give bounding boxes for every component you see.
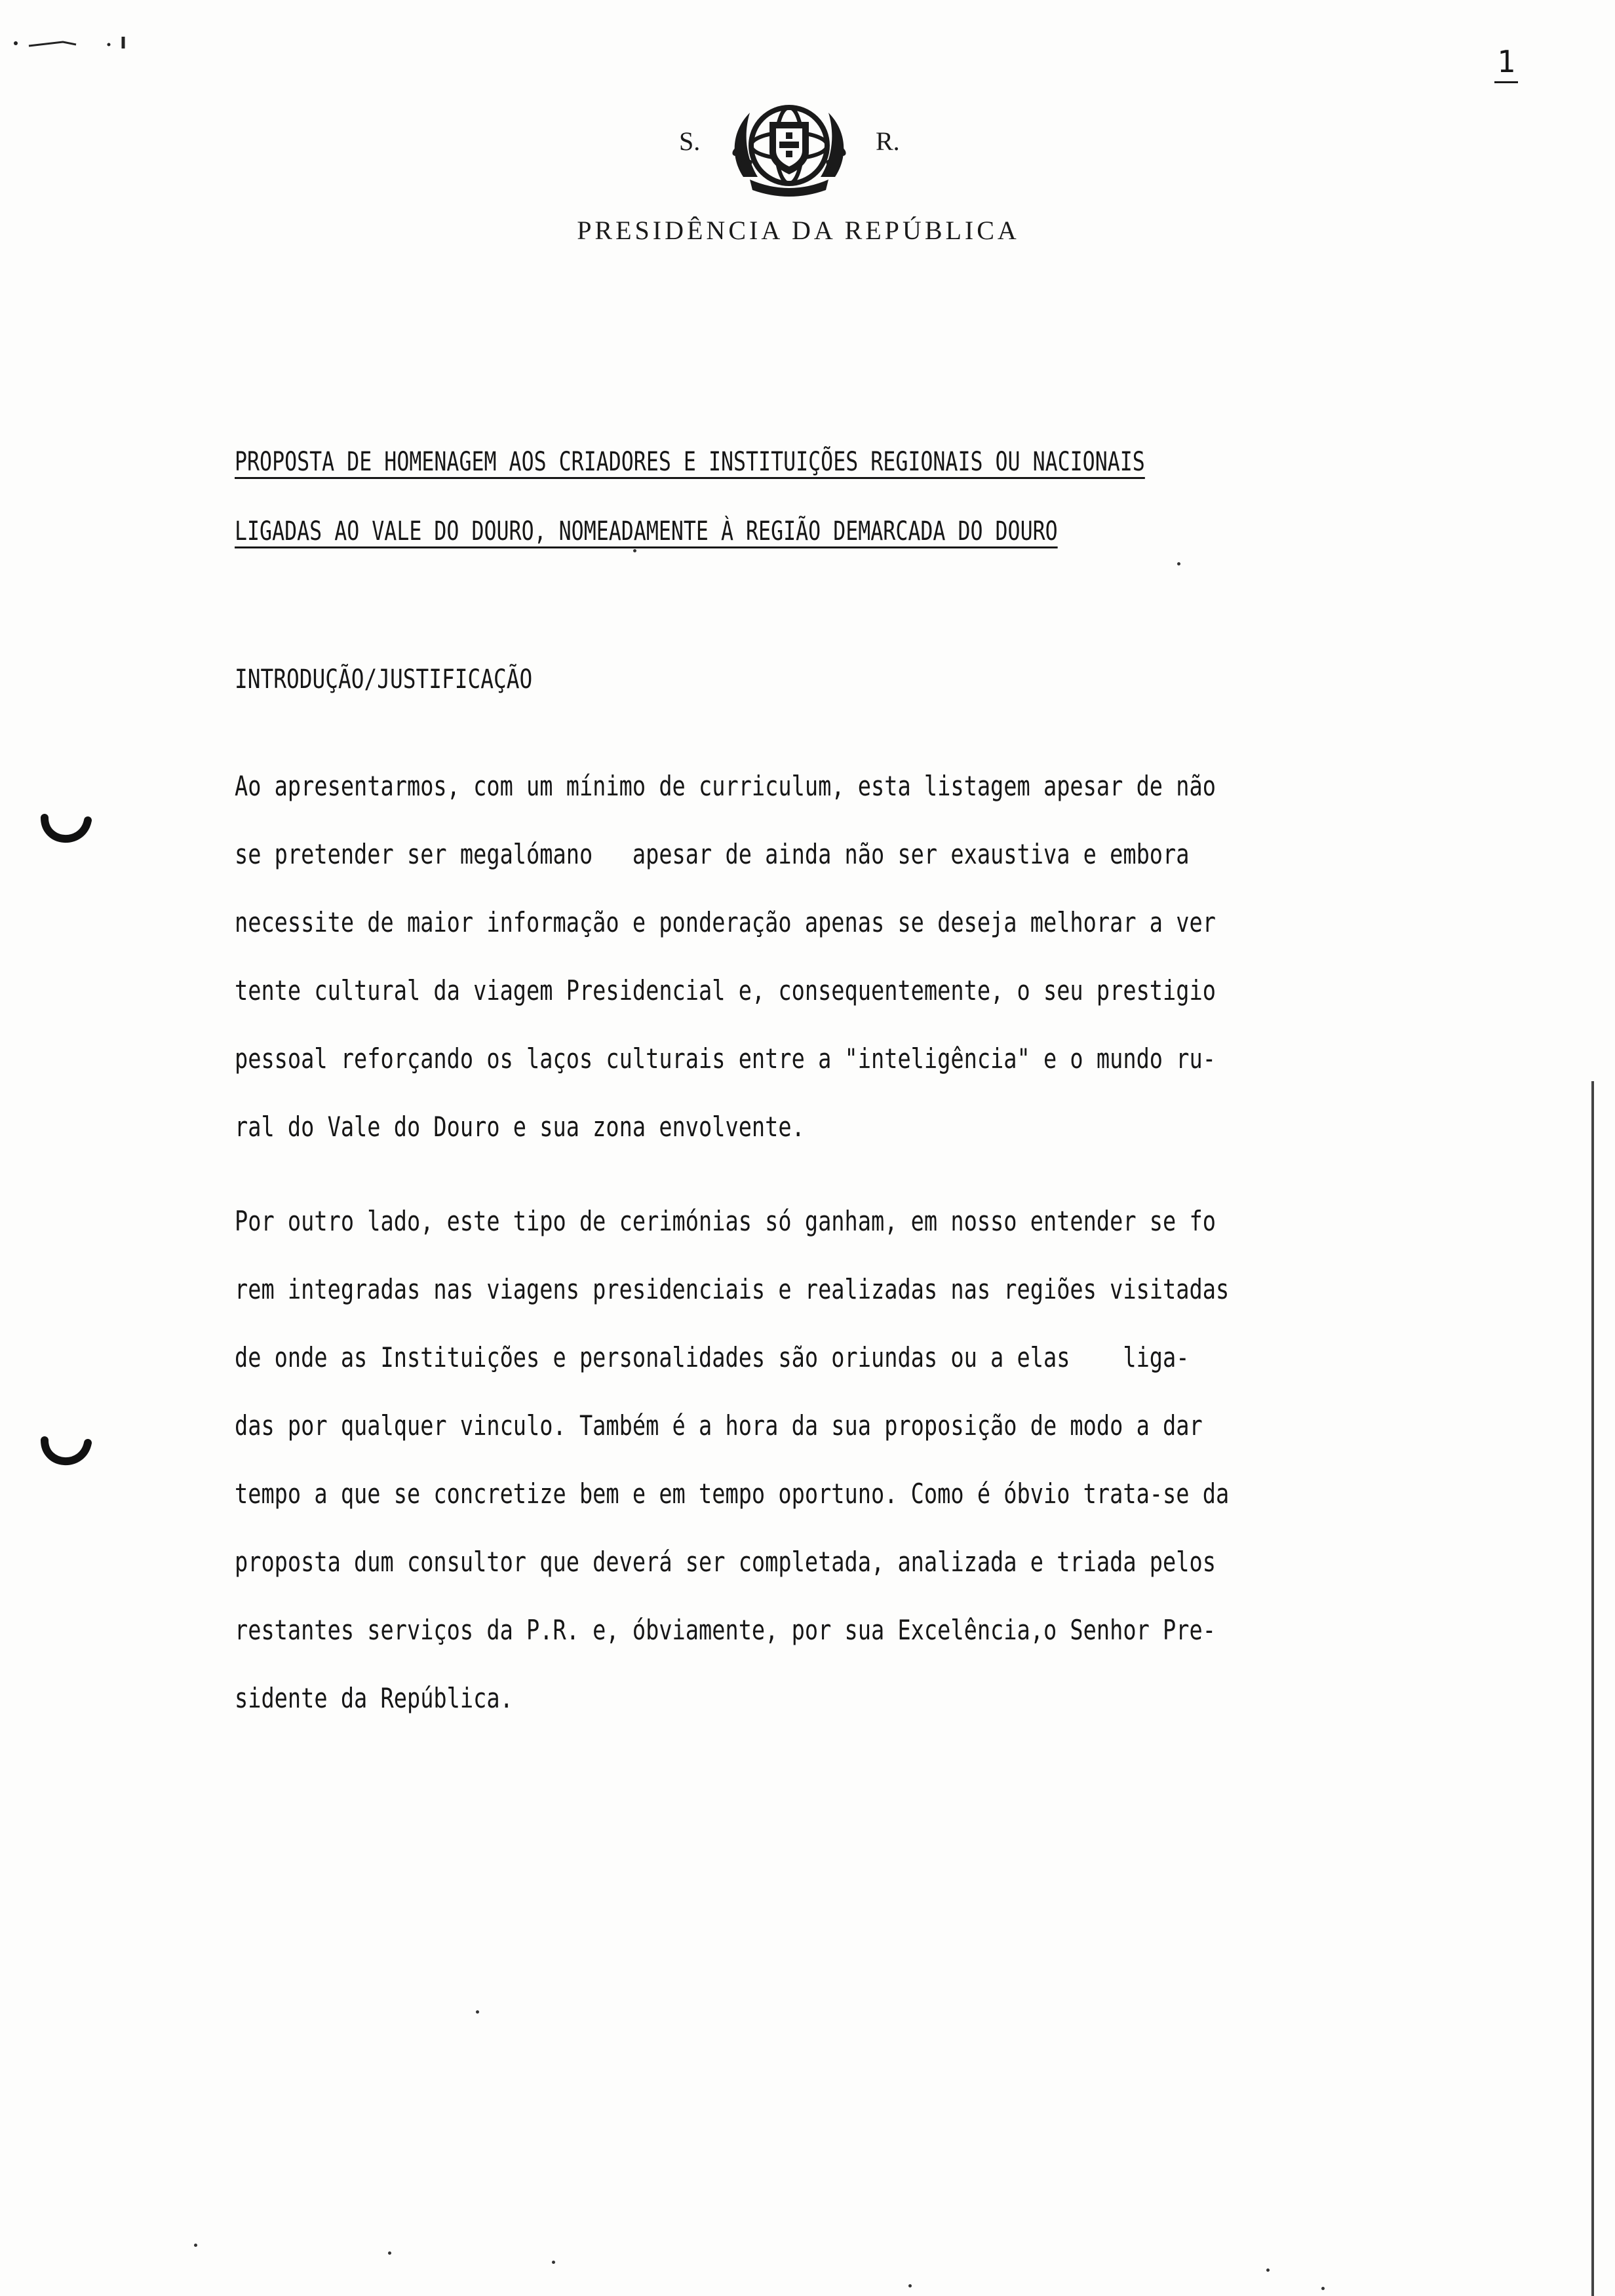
institution-name: PRESIDÊNCIA DA REPÚBLICA [577,216,1020,245]
document-title-line: PROPOSTA DE HOMENAGEM AOS CRIADORES E INSTITUIÇÕES REGIONAIS OU NACIONAIS [235,447,1145,477]
letterhead-left-initial: S. [679,126,701,156]
scan-edge-line [1591,1081,1594,2296]
paragraph-line: rem integradas nas viagens presidenciais e realizadas nas regiões visitadas [235,1273,1230,1305]
paragraph-line: de onde as Instituições e personalidades são oriundas ou a elas liga- [235,1341,1190,1373]
binder-hole-mark [39,1431,92,1483]
page-number: 1 [1494,43,1518,83]
scan-speck [388,2251,391,2255]
scan-speck [552,2261,555,2264]
paragraph-line: proposta dum consultor que deverá ser completada, analizada e triada pelos [235,1546,1216,1578]
paragraph-line: se pretender ser megalómano apesar de ainda não ser exaustiva e embora [235,838,1190,870]
paragraph-line: tente cultural da viagem Presidencial e, consequentemente, o seu prestigio [235,974,1216,1006]
paragraph-line: ral do Vale do Douro e sua zona envolvente. [235,1111,805,1143]
scan-speck [1266,2268,1270,2272]
scan-speck [194,2244,197,2247]
paragraph-line: restantes serviços da P.R. e, óbviamente, por sua Excelência,o Senhor Pre- [235,1614,1216,1646]
paragraph-line: Ao apresentarmos, com um mínimo de curriculum, esta listagem apesar de não [235,770,1216,802]
scan-speck [1321,2287,1325,2290]
section-heading: INTRODUÇÃO/JUSTIFICAÇÃO [235,664,533,695]
scan-speck [1177,562,1180,565]
paragraph-line: necessite de maior informação e ponderação apenas se deseja melhorar a ver [235,906,1216,938]
paragraph-line: sidente da República. [235,1682,513,1714]
document-title-line: LIGADAS AO VALE DO DOURO, NOMEADAMENTE À REGIÃO DEMARCADA DO DOURO [235,516,1058,546]
paragraph-line: das por qualquer vinculo. Também é a hora da sua proposição de modo a dar [235,1409,1203,1442]
body-paragraph [235,1187,1480,1732]
body-paragraph [235,752,1480,1161]
document-title [235,427,1467,566]
scan-artifact-mark [10,29,135,55]
letterhead-right-initial: R. [876,126,900,156]
paragraph-line: tempo a que se concretize bem e em tempo oportuno. Como é óbvio trata-se da [235,1478,1230,1510]
scan-speck [908,2284,912,2287]
coat-of-arms-icon [724,98,855,197]
paragraph-line: pessoal reforçando os laços culturais entre a "inteligência" e o mundo ru- [235,1043,1216,1075]
paragraph-line: Por outro lado, este tipo de cerimónias só ganham, em nosso entender se fo [235,1205,1216,1237]
binder-hole-mark [39,809,92,861]
scan-speck [476,2010,479,2014]
scan-speck [633,549,636,552]
